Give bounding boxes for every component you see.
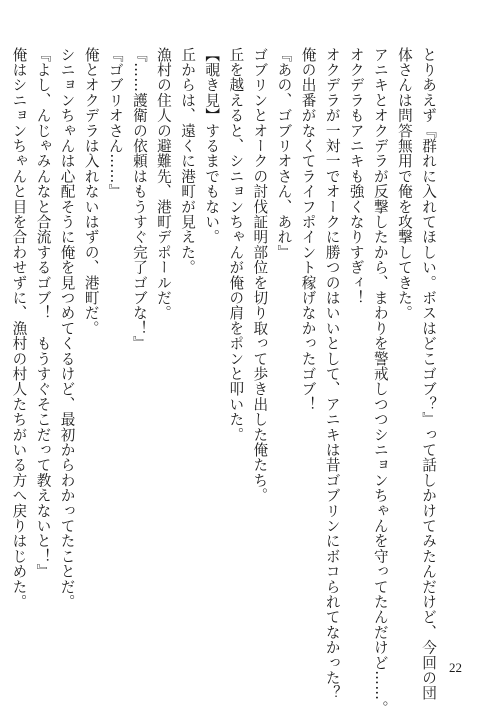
vertical-text-block <box>6 47 440 716</box>
text-line: アニキとオクデラが反撃したから、まわりを警戒しつつシニョンちゃんを守ってたんだけど……。 <box>371 47 389 716</box>
text-line: 『よし、んじゃみんなと合流するゴブ！ もうすぐそこだって教えないと！』 <box>34 47 52 579</box>
text-line: オクデラが一対一でオークに勝つのはいいとして、アニキは昔ゴブリンにボコられてなかった？ <box>323 47 341 701</box>
text-line: 『あの、ゴブリオさん、あれ』 <box>275 47 293 260</box>
text-line: 俺はシニョンちゃんと目を合わせずに、漁村の村人たちがいる方へ戻りはじめた。 <box>10 47 28 610</box>
text-line: シニョンちゃんは心配そうに俺を見つめてくるけど、最初からわかってたことだ。 <box>58 47 76 610</box>
text-line: とりあえず『群れに入れてほしい。ボスはどこゴブ？』って話しかけてみたんだけど、今回の団 <box>420 47 437 701</box>
text-line: 俺とオクデラは入れないはずの、港町だ。 <box>82 47 100 336</box>
text-line: 丘を越えると、シニョンちゃんが俺の肩をポンと叩いた。 <box>227 47 245 443</box>
text-line: 丘からは、遠くに港町が見えた。 <box>179 47 197 275</box>
text-line: 『ゴブリオさん……』 <box>106 47 124 199</box>
text-line: 漁村の住人の避難先、港町デポールだ。 <box>154 47 172 321</box>
text-line: オクデラもアニキも強くなりすぎィ！ <box>347 47 365 306</box>
page-number: 22 <box>449 660 462 675</box>
text-line: 体さんは問答無用で俺を攻撃してきた。 <box>395 47 413 321</box>
text-line: 【覗き見】するまでもない。 <box>203 47 221 245</box>
text-line: ゴブリンとオークの討伐証明部位を切り取って歩き出した俺たち。 <box>251 47 269 503</box>
text-line: 『……護衛の依頼はもうすぐ完了ゴブな！』 <box>130 47 148 351</box>
text-line: 俺の出番がなくてライフポイント稼げなかったゴブ！ <box>299 47 317 412</box>
